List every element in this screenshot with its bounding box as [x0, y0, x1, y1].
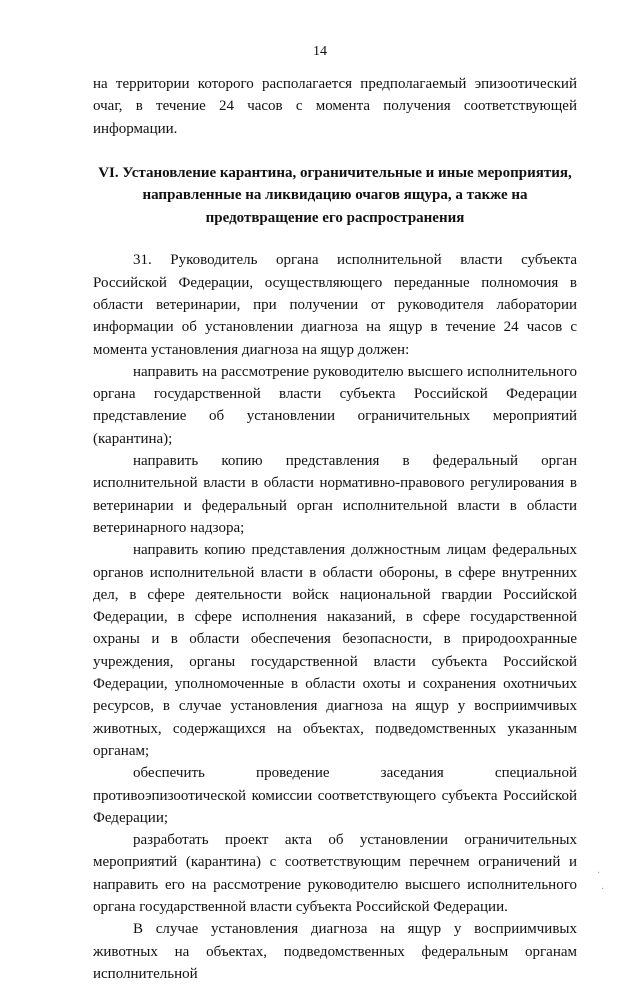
paragraph-31: 31. Руководитель органа исполнительной власти субъекта Российской Федерации, осуществляющего переданные полномочия в области ветеринарии, при получении от руководителя лаборатории информации об установлении диагноза на ящур в течение 24 часов с момента установления диагноза на ящур должен: [93, 252, 577, 358]
list-item-3: направить копию представления должностным лицам федеральных органов исполнительной власти в области обороны, в сфере внутренних дел, в сфере деятельности войск национальной гвардии Российской Федерации, в сфере исполнения наказаний, в сфере государственной охраны и в области обеспечения безопасности, в природоохранные учреждения, органы государственной власти субъекта Российской Федерации, уполномоченные в области охоты и сохранения охотничьих ресурсов, в случае установления диагноза на ящур у восприимчивых животных, содержащихся на объектах, подведомственных указанным органам; [93, 542, 577, 759]
section-heading: VI. Установление карантина, ограничительные и иные мероприятия, направленные на ликвидацию очагов ящура, а также на предотвращение его распространения [98, 164, 572, 226]
page-number: 14 [313, 44, 327, 59]
paragraph-last: В случае установления диагноза на ящур у восприимчивых животных на объектах, подведомственных федеральным органам исполнительной [93, 921, 577, 982]
list-item-1: направить на рассмотрение руководителю высшего исполнительного органа государственной власти субъекта Российской Федерации представление об установлении ограничительных мероприятий (карантина); [93, 363, 577, 447]
scan-speck: · [601, 884, 605, 895]
scan-speck: · [597, 868, 601, 879]
paragraph-continuation: на территории которого располагается предполагаемый эпизоотический очаг, в течение 24 часов с момента получения соответствующей информации. [93, 76, 577, 137]
list-item-2: направить копию представления в федеральный орган исполнительной власти в области нормативно-правового регулирования в ветеринарии и федеральный орган исполнительной власти в области ветеринарного надзора; [93, 453, 577, 536]
list-item-4: обеспечить проведение заседания специальной противоэпизоотической комиссии соответствующего субъекта Российской Федерации; [93, 765, 577, 826]
list-item-5: разработать проект акта об установлении ограничительных мероприятий (карантина) с соответствующим перечнем ограничений и направить его на рассмотрение руководителю высшего исполнительного органа государственной власти субъекта Российской Федерации. [93, 832, 577, 915]
document-body [93, 73, 577, 985]
